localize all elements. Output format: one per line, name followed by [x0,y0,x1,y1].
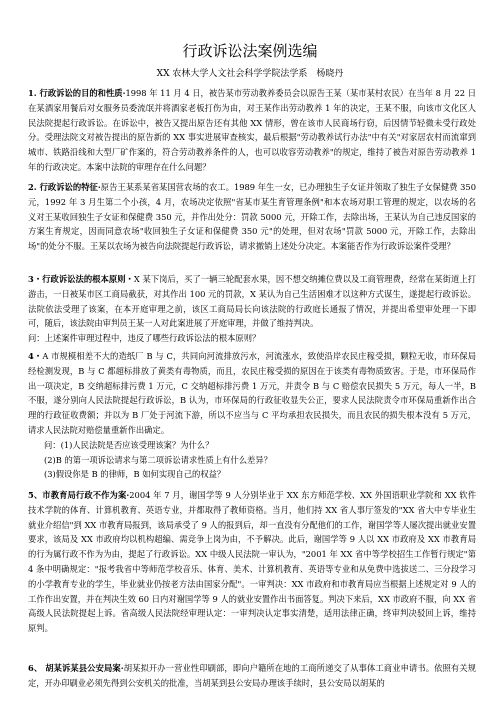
case-3-body: X 某下岗后，买了一辆三轮配套水果，因不想交纳摊位费以及工商管理费，经常在某街道上打游击，一日被某市区工商局截获，对其作出 100 元的罚款，X 某认为自己生活困难才以这种方式谋生，遂提起行政诉讼。法院依法受理了该案，在本开庭审理之前，该区工商局局长向该法院的行政庭长通报了情况，并提出希望审处理一下即可，随后，该法院由审判员王某一人对此案进展了开庭审理，并做了维持判决。 [28,274,476,329]
case-5-body: 2004 年 7 月，谢国学等 9 人分别毕业于 XX 东方师范学校、XX 外国语职业学院和 XX 软件技术学院的体育、计算机教育、英语专业，并都取得了教师资格。当月，他们持 XX 省人事厅签发的"XX 省大中专毕业生就业介绍信"到 XX 市教育局报到，该局承受了 9 人的报到后，却一直没有分配他们的工作，谢国学等人屡次提出就业安置要求，该局及 XX 市政府均以机构超编、需竞争上岗为由，不予解决。此后，谢国学等 9 人以 XX 市政府及 XX 市教育局的行为属行政不作为为由，提起了行政诉讼。XX 中级人民法院一审认为，"2001 年 XX 省中等学校招生工作暂行规定"第 4 条中明确规定："报考我省中等师范学校音乐、体育、美术、计算机教育、英语等专业和从免费中选拔送二、三分段学习的小学教育专业的学生，毕业就业仍按老方法由国家分配"。一审判决：XX 市政府和市教育局应当根据上述规定对 9 人的工作作出安置，并在判决生效 60 日内对谢国学等 9 人的就业安置作出书面答复。判决下来后，XX 市政府不服，向 XX 省高级人民法院提起上诉。省高级人民法院经审理认定：一审判决认定事实清楚，适用法律正确，终审判决驳回上诉，维持原判。 [28,490,476,634]
document-subtitle: XX 农林大学人文社会科学学院法学系 杨晓丹 [156,69,344,79]
case-6-body: 胡某拟开办一营业性印刷部，即向户籍所在地的工商所递交了从事体工商业申请书。依照有关规定，开办印刷业必须先得到公安机关的批准，当胡某到县公安局办理该手续时，县公安局以胡某的 [28,663,476,688]
case-5-label: 5、市教育局行政不作为案· [28,490,130,500]
case-3-question: 问：上述案件审理过程中，违反了哪些行政诉讼法的根本原则？ [28,333,261,344]
case-2-label: 2. 行政诉讼的特征· [28,182,101,192]
case-4-question-3: (3)假设你是 B 的律师，B 如何实现自己的权益？ [44,469,226,480]
case-5 [28,488,476,636]
document-title: 行政诉讼法案例选编 [182,42,318,60]
case-1 [28,86,476,175]
case-2 [28,180,476,254]
case-3 [28,272,476,346]
case-2-body: 原告王某系某省某国营农场的农工。1989 年生一女，已办理独生子女证并领取了独生子女保健费 350 元，1992 年 3 月生第二个小孩，4 月，农场决定依照"省某市某生育管理条例"和本农场对职工管理的规定，以农场的名义对王某收回独生子女证和保健费 350 元，并作出处分：罚款 5000 元，开除工作，去除出场，王某认为自己违反国家的方案生育规定，因而同意农场"收回独生子女证和保健费 350 元"的处理，但对农场"罚款 5000 元，开除工作，去除出场"的处分不服。王某以农场为被告向法院提起行政诉讼，请求撤销上述处分决定。本案能否作为行政诉讼案件受理？ [28,182,476,252]
case-1-body: 1998 年 11 月 4 日，被告某市劳动教养委员会以原告王某（某市某村农民）在当年 8 月 22 日在某酒家用餐后对女服务员委流氓并将酒家老板打伤为由，对王某作出劳动教养 1 年的决定，王某不服，向该市文化区人民法院提起行政诉讼。在诉讼中，被告又提出原告还有其他 XX 情形，曾在该市人民商场行窃，后因情节轻微未受行政处分。受理法院文对被告提出的原告新的 XX 事实进展审查核实，最后根据"劳动教养试行办法"中有关"对家居农村而流窜到城市、铁路沿线和大型厂矿作案的，符合劳动教养条件的人，也可以收容劳动教养"的规定，维持了被告对原告劳动教养 1 年的行政决定。本案中法院的审理存在什么问题？ [28,88,476,172]
case-4-label: 4・ [28,351,43,361]
case-6 [28,661,476,691]
case-4 [28,349,476,482]
case-4-body: A 市规模相差不大的造纸厂 B 与 C，共同向河流排放污水，河流涨水，致使沿岸农民庄稼受损，颗粒无收，市环保局经检测发现，B 与 C 都超标排放了黄类有毒物质，而且，农民庄稼受损的原因在于该类有毒物质致害。于是，市环保局作出一项决定，B 交纳超标排污费 1 万元，C 交纳超标排污费 1 万元，并责令 B 与 C 赔偿农民损失 5 万元，每人一半，B 不服，遂分别向人民法院提起行政诉讼，B 认为，市环保局的行政征收显失公正，要求人民法院责令市环保局重新作出合理的行政征收费额；并以为 B 厂处于河流下游，所以不应当与 C 平均承担农民损失，而且农民的损失根本没有 5 万元，请求人民法院对赔偿量重新作出确定。 [28,351,476,435]
case-4-question-2: (2)B 的第一项诉讼请求与第二项诉讼请求性质上有什么差异？ [44,454,272,465]
case-3-label: 3・行政诉讼法的根本原则・ [28,274,134,284]
case-6-label: 6、 胡某诉某县公安局案· [28,663,124,673]
case-4-question-1: 问：(1)人民法院是否应该受理该案？为什么？ [44,439,214,450]
case-1-label: 1. 行政诉讼的目的和性质· [28,88,126,98]
